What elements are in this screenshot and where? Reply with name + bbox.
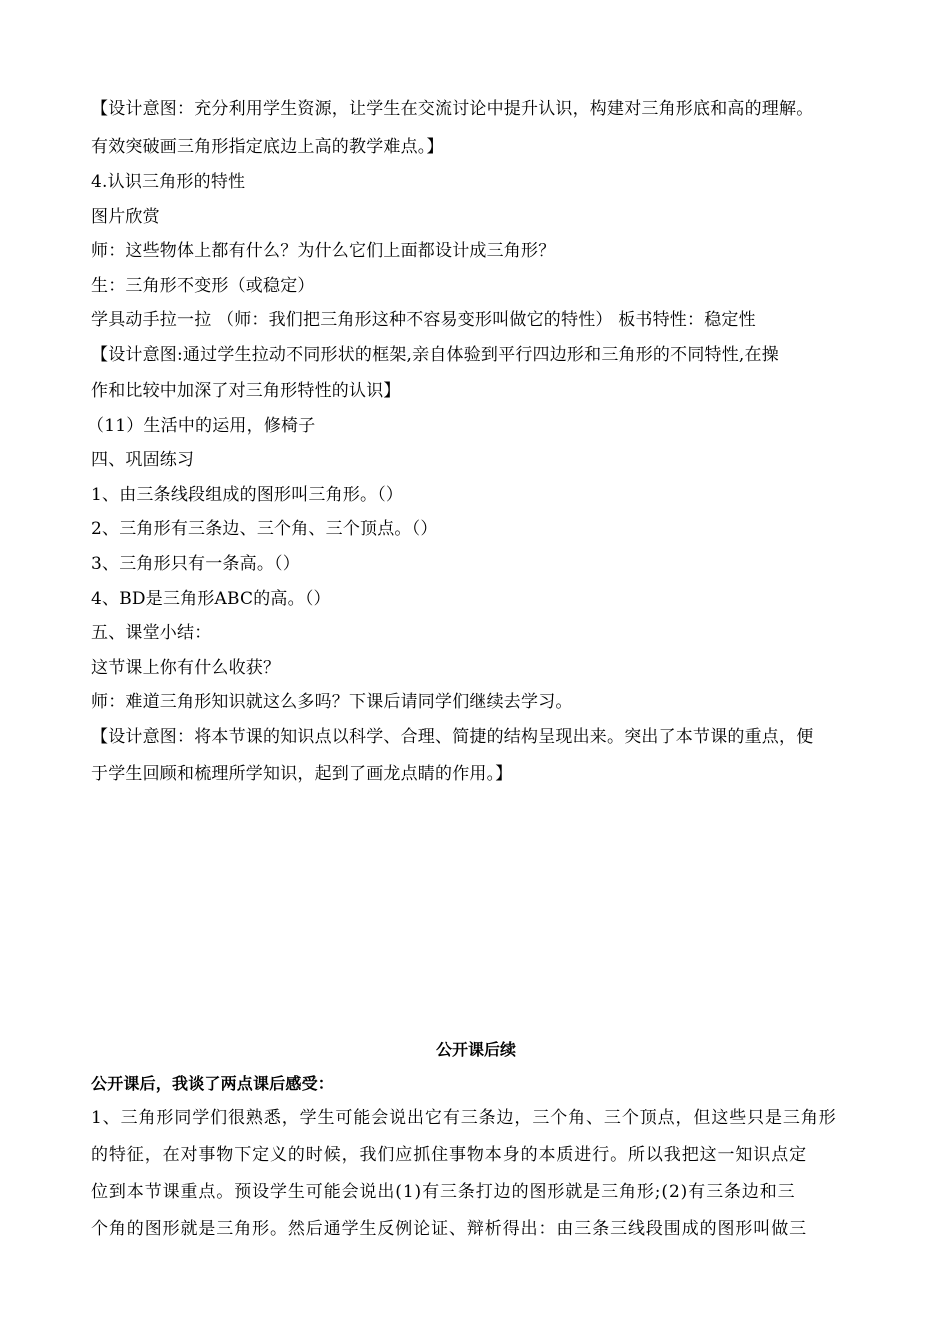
section-heading-summary: 五、课堂小结： [91,623,212,643]
follow-up-subtitle: 公开课后，我谈了两点课后感受： [91,1074,335,1093]
design-intent-2-line-1: 【设计意图:通过学生拉动不同形状的框架,亲自体验到平行四边形和三角形的不同特性,在操 [91,345,779,365]
exercise-1: 1、由三条线段组成的图形叫三角形。（） [91,485,404,505]
follow-up-title: 公开课后续 [435,1040,516,1059]
design-intent-2-line-2: 作和比较中加深了对三角形特性的认识】 [91,381,401,401]
reflection-line-1: 1、三角形同学们很熟悉，学生可能会说出它有三条边，三个角、三个顶点，但这些只是三角形 [91,1108,837,1128]
design-intent-1-line-1: 【设计意图：充分利用学生资源，让学生在交流讨论中提升认识，构建对三角形底和高的理解。 [91,99,814,119]
section-heading-practice: 四、巩固练习 [91,450,195,470]
summary-question: 这节课上你有什么收获？ [91,658,281,678]
design-intent-3-line-1: 【设计意图：将本节课的知识点以科学、合理、简捷的结构呈现出来。突出了本节课的重点，便 [91,727,814,747]
section-heading-triangle-properties: 4.认识三角形的特性 [91,172,246,192]
reflection-line-2: 的特征，在对事物下定义的时候，我们应抓住事物本身的本质进行。所以我把这一知识点定 [91,1145,807,1165]
design-intent-1-line-2: 有效突破画三角形指定底边上高的教学难点。】 [91,137,444,157]
student-answer: 生：三角形不变形（或稳定） [91,276,315,296]
teacher-question: 师：这些物体上都有什么？为什么它们上面都设计成三角形？ [91,241,556,261]
picture-appreciation: 图片欣赏 [91,207,160,227]
teacher-closing: 师：难道三角形知识就这么多吗？下课后请同学们继续去学习。 [91,692,573,712]
design-intent-3-line-2: 于学生回顾和梳理所学知识，起到了画龙点睛的作用。】 [91,764,513,784]
hands-on-activity: 学具动手拉一拉 （师：我们把三角形这种不容易变形叫做它的特性） 板书特性：稳定性 [91,310,756,330]
reflection-line-4: 个角的图形就是三角形。然后通学生反例论证、辩析得出：由三条三线段围成的图形叫做三 [91,1219,807,1239]
exercise-3: 3、三角形只有一条高。（） [91,554,300,574]
reflection-line-3: 位到本节课重点。预设学生可能会说出(1)有三条打边的图形就是三角形;(2)有三条边和三 [91,1182,796,1202]
exercise-2: 2、三角形有三条边、三个角、三个顶点。（） [91,519,438,539]
exercise-4: 4、BD是三角形ABC的高。（） [91,589,331,609]
life-application: （11）生活中的运用，修椅子 [87,416,316,436]
